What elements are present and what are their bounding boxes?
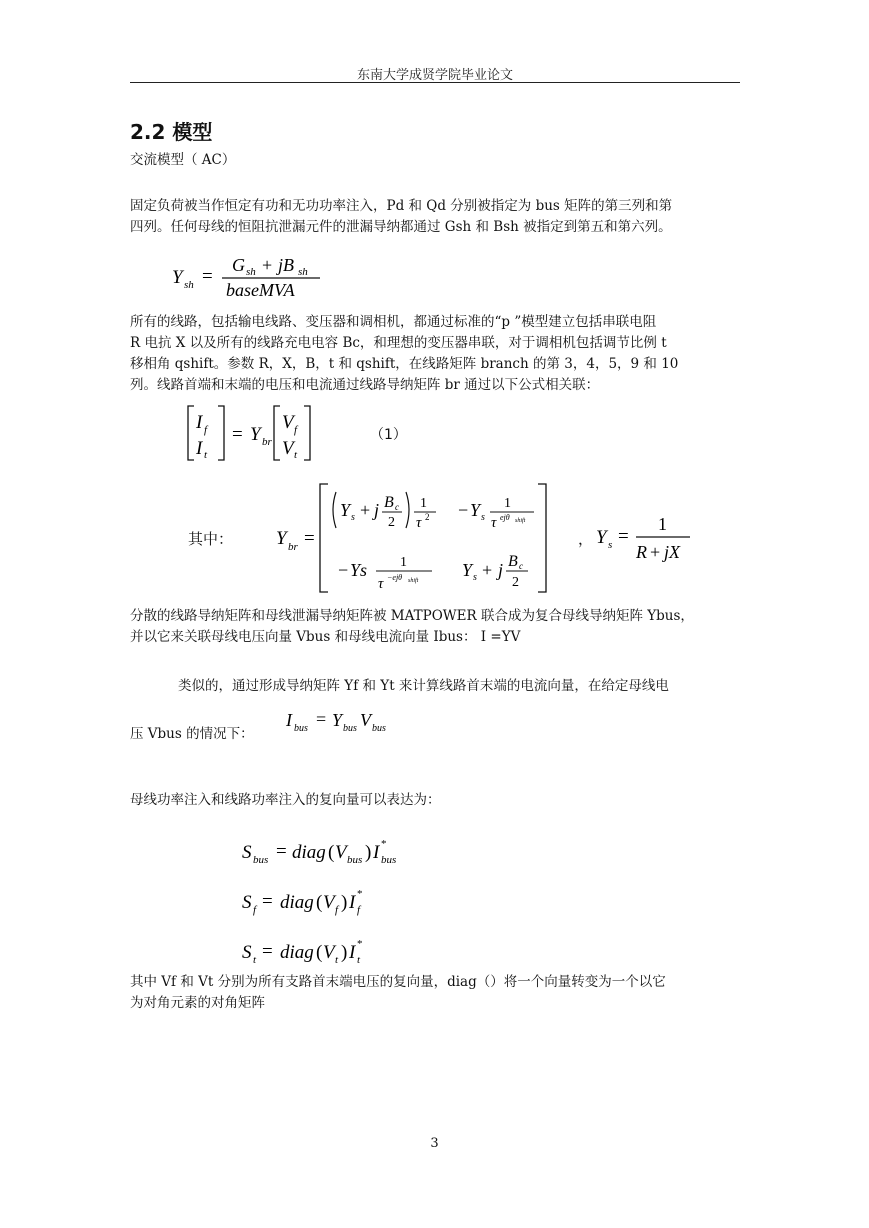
svg-text:V: V [360,710,371,730]
svg-text:2: 2 [425,512,430,522]
svg-text:+: + [482,560,493,580]
svg-text:Y: Y [172,267,183,288]
paragraph-closing: 其中 Vf 和 Vt 分别为所有支路首末端电压的复向量，diag（）将一个向量转变为一个以它 为对角元素的对角矩阵 [130,974,666,1011]
svg-text:(: ( [316,942,323,963]
svg-text:baseMVA: baseMVA [226,280,295,300]
svg-text:(: ( [328,842,335,863]
svg-text:c: c [519,561,523,571]
svg-text:Ys: Ys [350,560,368,580]
svg-text:s: s [351,512,355,523]
svg-text:Y: Y [462,560,473,580]
svg-text:f: f [204,424,208,436]
svg-text:shift: shift [515,518,526,524]
svg-text:): ) [341,892,348,913]
svg-text:2: 2 [512,575,519,590]
svg-text:=: = [304,528,315,549]
svg-text:G: G [232,255,245,275]
svg-text:s: s [481,512,485,523]
svg-text:c: c [395,502,399,512]
svg-text:diag: diag [280,892,314,913]
svg-text:bus: bus [343,723,357,734]
formula-separator: ， [578,530,594,548]
svg-text:τ: τ [378,576,384,592]
svg-text:=: = [262,891,273,912]
equation-number: （1） [370,427,407,443]
formula-ys [594,510,714,566]
svg-text:2: 2 [388,515,395,530]
svg-text:t: t [294,449,298,461]
paragraph-ac-model: 交流模型（ AC） [130,152,236,168]
paragraph-similar-line2: 压 Vbus 的情况下： [130,726,254,742]
svg-text:1: 1 [420,496,427,511]
svg-text:*: * [357,938,363,950]
svg-text:*: * [381,838,387,850]
svg-text:f: f [294,424,298,436]
svg-text:V: V [335,842,347,863]
svg-text:+: + [360,500,371,520]
formula-st [242,938,363,966]
svg-text:ejθ: ejθ [500,513,510,522]
svg-text:t: t [204,449,208,461]
svg-text:t: t [253,954,257,966]
svg-text:B: B [508,553,518,570]
svg-text:+: + [650,542,661,562]
svg-text:I: I [349,892,356,913]
svg-text:bus: bus [253,854,269,866]
svg-text:S: S [242,892,252,913]
section-title: 2.2 模型 [130,120,213,144]
svg-text:t: t [357,954,361,966]
svg-text:=: = [262,941,273,962]
svg-text:j: j [498,560,504,580]
svg-text:S: S [242,942,252,963]
svg-text:): ) [365,842,372,863]
svg-text:−ejθ: −ejθ [387,573,403,582]
svg-text:−: − [338,560,349,580]
svg-text:1: 1 [504,496,511,511]
page-number: 3 [430,1136,439,1151]
header-rule [130,82,740,83]
svg-text:*: * [357,888,363,900]
svg-text:f: f [335,904,339,916]
svg-text:bus: bus [294,723,308,734]
svg-text:diag: diag [280,942,314,963]
paragraph-branch-model: 所有的线路，包括输电线路、变压器和调相机，都通过标准的“p ”模型建立包括串联电阻 R 电抗 X 以及所有的线路充电电容 Bc，和理想的变压器串联，对于调相机包括调节比例 t 移相角 qshift。参数 R，X，B，t 和 qshift，在线路矩阵 branch 的第 3，4，5，9 和 10 列。线路首端和末端的电压和电流通过线路导纳矩阵 br 通过以下公式相关联： [130,314,679,393]
svg-text:V: V [323,892,335,913]
svg-text:τ: τ [416,515,422,531]
svg-text:Y: Y [470,500,481,520]
formula-eq1 [184,402,324,464]
svg-text:(: ( [316,892,323,913]
svg-text:B: B [384,494,394,511]
formula-ysh [170,250,340,302]
svg-text:=: = [202,266,213,287]
svg-text:s: s [608,539,613,551]
paragraph-power-intro: 母线功率注入和线路功率注入的复向量可以表达为： [130,792,441,808]
svg-text:s: s [473,572,477,583]
svg-text:Y: Y [276,528,287,549]
svg-text:I: I [196,438,203,459]
svg-text:=: = [316,709,327,729]
svg-text:f: f [357,904,361,916]
svg-text:Y: Y [250,424,261,445]
svg-text:1: 1 [400,555,407,570]
svg-text:I: I [196,412,203,433]
formula-ybr-matrix [272,480,552,598]
svg-text:jX: jX [664,542,680,562]
svg-text:shift: shift [408,578,419,584]
svg-text:Y: Y [332,710,343,730]
svg-text:Y: Y [596,527,607,548]
svg-text:bus: bus [347,854,363,866]
svg-text:I: I [373,842,380,863]
svg-text:bus: bus [372,723,386,734]
svg-text:I: I [349,942,356,963]
svg-text:=: = [618,526,629,547]
svg-text:R: R [636,542,647,562]
svg-text:+: + [262,255,273,275]
svg-text:j: j [374,500,380,520]
svg-text:V: V [282,438,294,459]
svg-text:diag: diag [292,842,326,863]
formula-ibus [284,704,404,738]
svg-text:V: V [323,942,335,963]
paragraph-ybus: 分散的线路导纳矩阵和母线泄漏导纳矩阵被 MATPOWER 联合成为复合母线导纳矩阵 Ybus， 并以它来关联母线电压向量 Vbus 和母线电流向量 Ibus： I =YV [130,608,694,645]
svg-text:f: f [253,904,257,916]
svg-text:sh: sh [184,279,194,291]
svg-text:br: br [288,541,298,553]
svg-text:1: 1 [658,514,667,534]
svg-text:τ: τ [491,515,497,531]
formula-power-injections [240,832,440,966]
formula-sf [242,888,363,916]
svg-text:=: = [276,841,287,862]
paragraph-load: 固定负荷被当作恒定有功和无功功率注入，Pd 和 Qd 分别被指定为 bus 矩阵的第三列和第 四列。任何母线的恒阻抗泄漏元件的泄漏导纳都通过 Gsh 和 Bsh 被指定到第五和第六列。 [130,198,673,235]
svg-text:=: = [232,424,243,445]
svg-text:sh: sh [246,266,256,278]
svg-text:bus: bus [381,854,397,866]
svg-text:br: br [262,436,272,448]
svg-text:t: t [335,954,339,966]
svg-text:jB: jB [278,255,294,275]
svg-text:): ) [341,942,348,963]
running-header: 东南大学成贤学院毕业论文 [356,68,513,83]
where-label: 其中： [188,530,234,548]
svg-text:sh: sh [298,266,308,278]
svg-text:S: S [242,842,252,863]
svg-text:−: − [458,500,469,520]
svg-text:I: I [286,710,292,730]
svg-text:Y: Y [340,500,351,520]
paragraph-similar-line1: 类似的，通过形成导纳矩阵 Yf 和 Yt 来计算线路首末端的电流向量，在给定母线电 [178,678,669,694]
formula-sbus [242,838,396,866]
svg-text:V: V [282,412,294,433]
